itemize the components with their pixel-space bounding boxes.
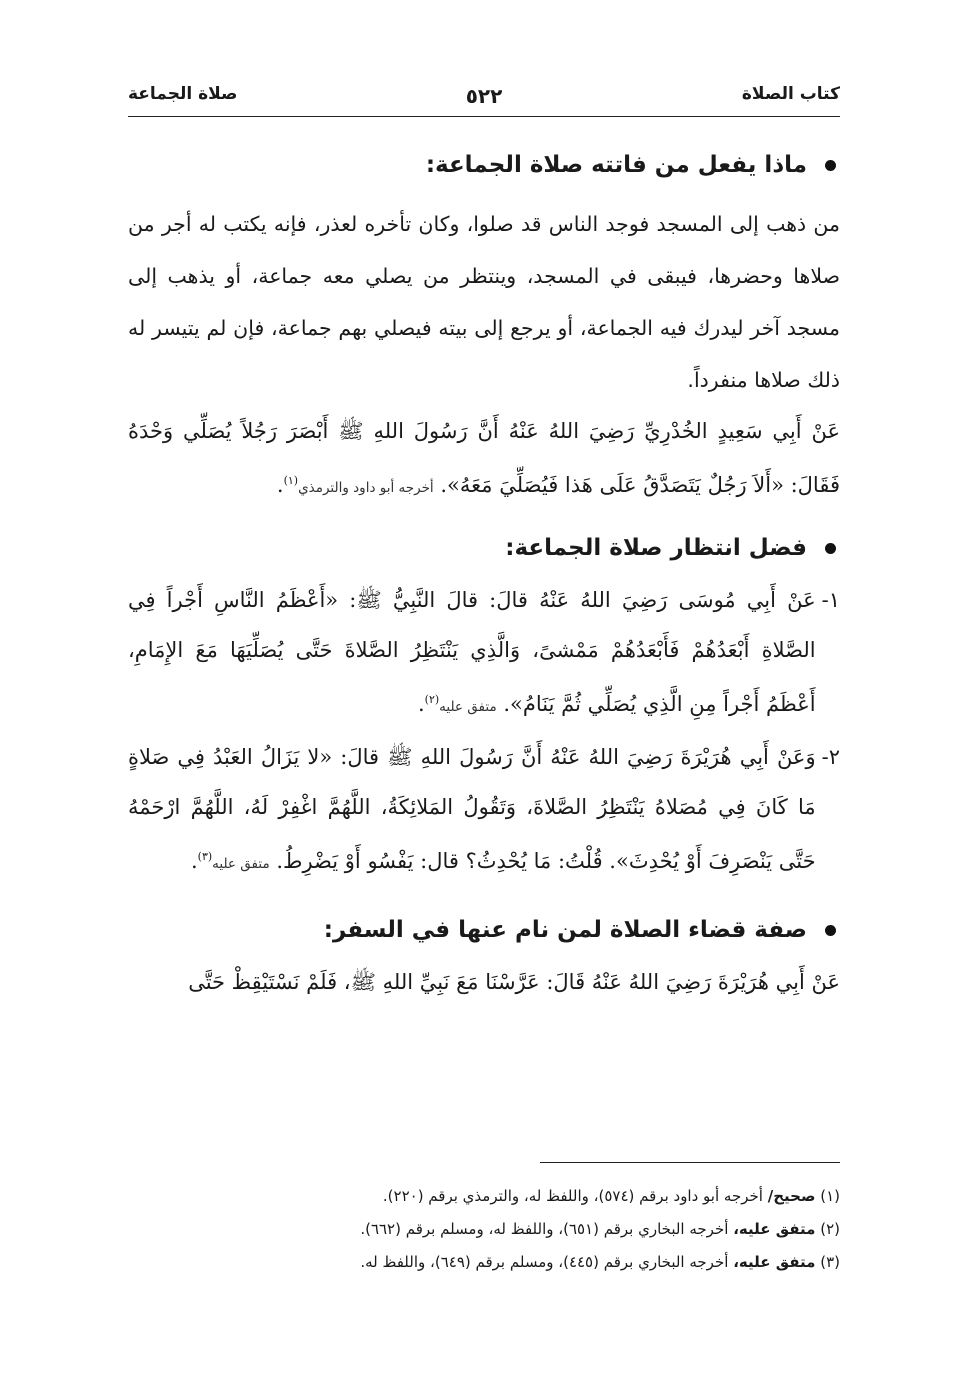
footnote bbox=[128, 1246, 840, 1279]
bullet-icon bbox=[825, 160, 836, 171]
hadith-abu-hurayra: وَعَنْ أَبِي هُرَيْرَةَ رَضِيَ اللهُ عَنْهُ أَنَّ رَسُولَ اللهِ ﷺ قالَ: «لا يَزَالُ العَبْدُ فِي صَلاةٍ مَا كَانَ فِي مُصَلاهُ يَنْتَظِرُ الصَّلاةَ، وَتَقُولُ المَلائِكَةُ، اللَّهُمَّ اغْفِرْ لَهُ، اللَّهُمَّ ارْحَمْهُ حَتَّى يَنْصَرِفَ أَوْ يُحْدِثَ». قُلْتُ: مَا يُحْدِثُ؟ قال: يَفْسُو أَوْ يَضْرِطُ. متفق عليه$^{(٣)}$. bbox=[128, 745, 816, 873]
section-heading-text: فضل انتظار صلاة الجماعة: bbox=[505, 535, 807, 561]
section-heading-text: ماذا يفعل من فاتته صلاة الجماعة: bbox=[425, 152, 807, 178]
item-number: ١- bbox=[821, 588, 840, 612]
footnote-divider bbox=[540, 1162, 840, 1163]
footnote-ref: (٢) bbox=[424, 693, 440, 706]
footnote-grade: متفق عليه، bbox=[733, 1253, 816, 1271]
hadith-source: متفق عليه bbox=[212, 856, 270, 872]
footnote-grade: صحيح/ bbox=[767, 1187, 816, 1205]
section-heading-missed-congregation bbox=[128, 138, 840, 192]
page-body bbox=[128, 138, 840, 1007]
footnote-text: أخرجه أبو داود برقم (٥٧٤)، واللفظ له، والترمذي برقم (٢٢٠). bbox=[382, 1187, 763, 1205]
footnote-text: أخرجه البخاري برقم (٤٤٥)، ومسلم برقم (٦٤٩)، واللفظ له. bbox=[360, 1253, 729, 1271]
footnote bbox=[128, 1180, 840, 1213]
hadith-source: متفق عليه bbox=[439, 699, 497, 715]
item-number: ٢- bbox=[821, 745, 840, 769]
footnotes bbox=[128, 1180, 840, 1279]
running-header bbox=[128, 80, 840, 117]
hadith-abu-musa: عَنْ أَبِي مُوسَى رَضِيَ اللهُ عَنْهُ قالَ: قالَ النَّبِيُّ ﷺ: «أَعْظَمُ النَّاسِ أَجْراً فِي الصَّلاةِ أَبْعَدُهُمْ فَأَبْعَدُهُمْ مَمْشىً، وَالَّذِي يَنْتَظِرُ الصَّلاةَ حَتَّى يُصَلِّيَهَا مَعَ الإِمَامِ، أَعْظَمُ أَجْراً مِنِ الَّذِي يُصَلِّي ثُمَّ يَنَامُ». متفق عليه$^{(٢)}$. bbox=[128, 588, 816, 716]
bullet-icon bbox=[825, 543, 836, 554]
paragraph-missed-congregation: من ذهب إلى المسجد فوجد الناس قد صلوا، وكان تأخره لعذر، فإنه يكتب له أجر من صلاها وحضرها، فيبقى في المسجد، وينتظر من يصلي معه جماعة، أو يذهب إلى مسجد آخر ليدرك فيه الجماعة، أو يرجع إلى بيته فيصلي بهم جماعة، فإن لم يتيسر له ذلك صلاها منفرداً. bbox=[128, 212, 840, 392]
footnote-number: (٢) bbox=[820, 1220, 840, 1238]
footnote-number: (١) bbox=[820, 1187, 840, 1205]
list-item bbox=[128, 575, 840, 732]
section-heading-travel-makeup bbox=[128, 903, 840, 957]
footnote-number: (٣) bbox=[820, 1253, 840, 1271]
footnote-ref: (١) bbox=[283, 474, 299, 487]
hadith-text: وَعَنْ أَبِي هُرَيْرَةَ رَضِيَ اللهُ عَنْهُ أَنَّ رَسُولَ اللهِ ﷺ قالَ: «لا يَزَالُ العَبْدُ فِي صَلاةٍ مَا كَانَ فِي مُصَلاهُ يَنْتَظِرُ الصَّلاةَ، وَتَقُولُ المَلائِكَةُ، اللَّهُمَّ اغْفِرْ لَهُ، اللَّهُمَّ ارْحَمْهُ حَتَّى يَنْصَرِفَ أَوْ يُحْدِثَ». قُلْتُ: مَا يُحْدِثُ؟ قال: يَفْسُو أَوْ يَضْرِطُ. bbox=[128, 745, 816, 873]
footnote-grade: متفق عليه، bbox=[733, 1220, 816, 1238]
bullet-icon bbox=[825, 925, 836, 936]
page-number: ٥٢٢ bbox=[465, 84, 503, 108]
hadith-source: أخرجه أبو داود والترمذي bbox=[298, 480, 434, 496]
footnote bbox=[128, 1213, 840, 1246]
footnote-ref: (٣) bbox=[197, 850, 213, 863]
footnote-text: أخرجه البخاري برقم (٦٥١)، واللفظ له، ومسلم برقم (٦٦٢). bbox=[360, 1220, 729, 1238]
hadith-travel: عَنْ أَبِي هُرَيْرَةَ رَضِيَ اللهُ عَنْهُ قَالَ: عَرَّسْنَا مَعَ نَبِيِّ اللهِ ﷺ، فَلَمْ نَسْتَيْقِظْ حَتَّى bbox=[188, 970, 840, 994]
hadith-text: عَنْ أَبِي سَعِيدٍ الخُدْرِيِّ رَضِيَ اللهُ عَنْهُ أَنَّ رَسُولَ اللهِ ﷺ أَبْصَرَ رَجُلاً يُصَلِّي وَحْدَهُ فَقَالَ: «أَلاَ رَجُلٌ يَتَصَدَّقُ عَلَى هَذا فَيُصَلِّيَ مَعَهُ». bbox=[128, 419, 840, 497]
section-heading-text: صفة قضاء الصلاة لمن نام عنها في السفر: bbox=[323, 917, 807, 943]
header-chapter-title: صلاة الجماعة bbox=[128, 84, 238, 104]
hadith-text: عَنْ أَبِي مُوسَى رَضِيَ اللهُ عَنْهُ قالَ: قالَ النَّبِيُّ ﷺ: «أَعْظَمُ النَّاسِ أَجْراً فِي الصَّلاةِ أَبْعَدُهُمْ فَأَبْعَدُهُمْ مَمْشىً، وَالَّذِي يَنْتَظِرُ الصَّلاةَ حَتَّى يُصَلِّيَهَا مَعَ الإِمَامِ، أَعْظَمُ أَجْراً مِنِ الَّذِي يُصَلِّي ثُمَّ يَنَامُ». bbox=[128, 588, 816, 716]
list-item bbox=[128, 732, 840, 889]
hadith-abu-said: عَنْ أَبِي سَعِيدٍ الخُدْرِيِّ رَضِيَ اللهُ عَنْهُ أَنَّ رَسُولَ اللهِ ﷺ أَبْصَرَ رَجُلاً يُصَلِّي وَحْدَهُ فَقَالَ: «أَلاَ رَجُلٌ يَتَصَدَّقُ عَلَى هَذا فَيُصَلِّيَ مَعَهُ». أخرجه أبو داود والترمذي$^{(١)}$. bbox=[128, 419, 840, 497]
header-book-title: كتاب الصلاة bbox=[741, 84, 840, 104]
section-heading-waiting-virtue bbox=[128, 521, 840, 575]
